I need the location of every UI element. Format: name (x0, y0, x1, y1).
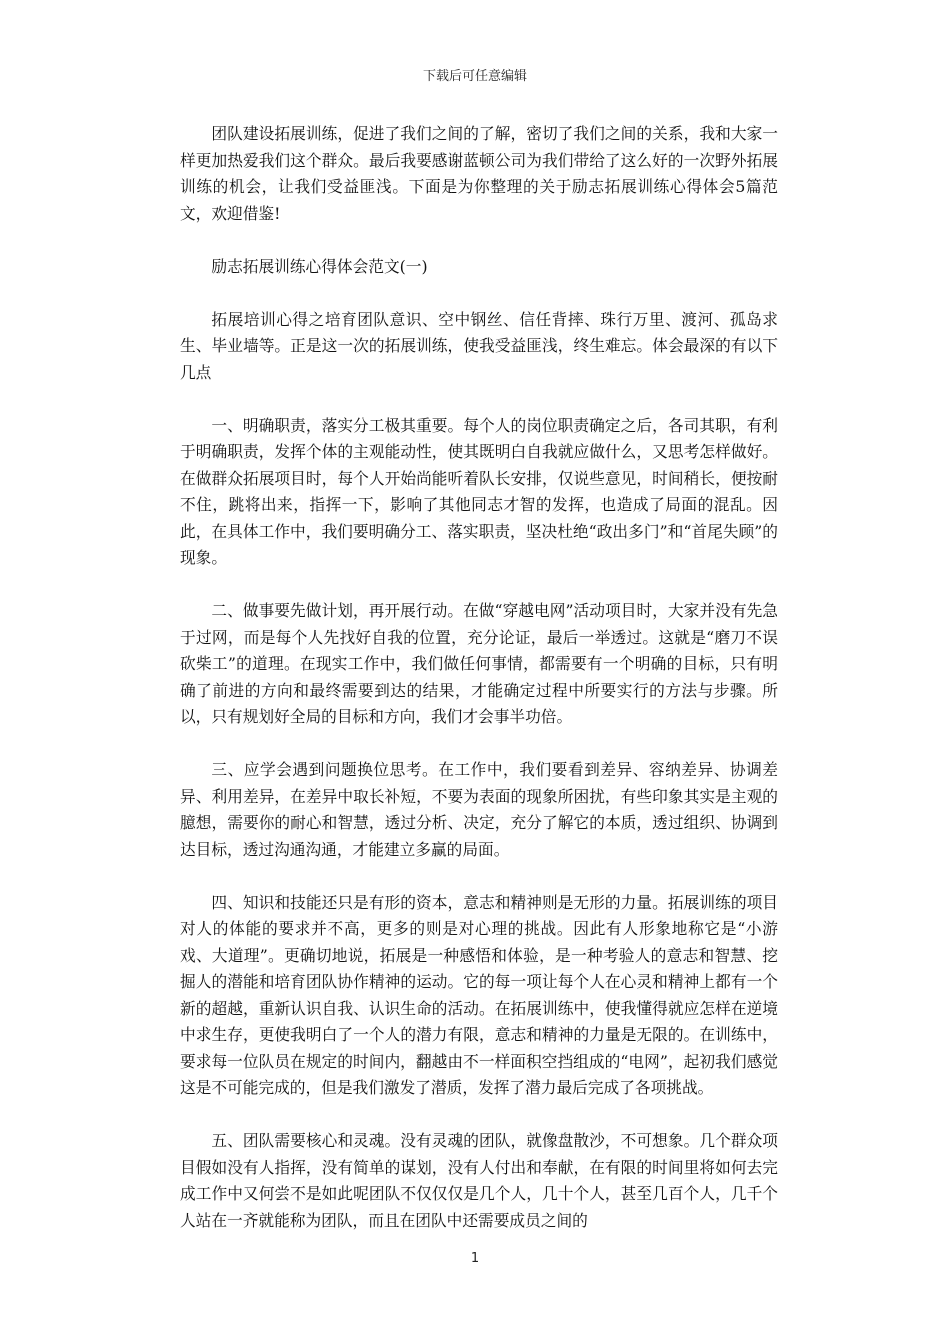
page-number: 1 (470, 1251, 480, 1266)
document-body (180, 121, 778, 1261)
header-note: 下载后可任意编辑 (422, 69, 527, 84)
point-five-paragraph: 五、团队需要核心和灵魂。没有灵魂的团队，就像盘散沙，不可想象。几个群众项目假如没有人指挥，没有简单的谋划，没有人付出和奉献，在有限的时间里将如何去完成工作中又何尝不是如此呢团队不仅仅仅是几个人，几十个人，甚至几百个人，几千个人站在一齐就能称为团队，而且在团队中还需要成员之间的 (180, 1131, 778, 1230)
point-three-paragraph: 三、应学会遇到问题换位思考。在工作中，我们要看到差异、容纳差异、协调差异、利用差异，在差异中取长补短，不要为表面的现象所困扰，有些印象其实是主观的臆想，需要你的耐心和智慧，透过分析、决定，充分了解它的本质，透过组织、协调到达目标，透过沟通沟通，才能建立多赢的局面。 (180, 760, 778, 859)
point-four-paragraph: 四、知识和技能还只是有形的资本，意志和精神则是无形的力量。拓展训练的项目对人的体能的要求并不高，更多的则是对心理的挑战。因此有人形象地称它是“小游戏、大道理”。更确切地说，拓展是一种感悟和体验，是一种考验人的意志和智慧、挖掘人的潜能和培育团队协作精神的运动。它的每一项让每个人在心灵和精神上都有一个新的超越，重新认识自我、认识生命的活动。在拓展训练中，使我懂得就应怎样在逆境中求生存，更使我明白了一个人的潜力有限，意志和精神的力量是无限的。在训练中，要求每一位队员在规定的时间内，翻越由不一样面积空挡组成的“电网”，起初我们感觉这是不可能完成的，但是我们激发了潜质，发挥了潜力最后完成了各项挑战。 (180, 892, 778, 1097)
section-title: 励志拓展训练心得体会范文(一) (211, 256, 428, 276)
body-paragraph: 拓展培训心得之培育团队意识、空中钢丝、信任背摔、珠行万里、渡河、孤岛求生、毕业墙等。正是这一次的拓展训练，使我受益匪浅，终生难忘。体会最深的有以下几点 (180, 309, 778, 382)
intro-paragraph: 团队建设拓展训练，促进了我们之间的了解，密切了我们之间的关系，我和大家一样更加热爱我们这个群众。最后我要感谢蓝顿公司为我们带给了这么好的一次野外拓展训练的机会，让我们受益匪浅。下面是为你整理的关于励志拓展训练心得体会5篇范文，欢迎借鉴! (180, 124, 778, 223)
point-two-paragraph: 二、做事要先做计划，再开展行动。在做“穿越电网”活动项目时，大家并没有先急于过网，而是每个人先找好自我的位置，充分论证，最后一举透过。这就是“磨刀不误砍柴工”的道理。在现实工作中，我们做任何事情，都需要有一个明确的目标，只有明确了前进的方向和最终需要到达的结果，才能确定过程中所要实行的方法与步骤。所以，只有规划好全局的目标和方向，我们才会事半功倍。 (180, 601, 778, 726)
point-one-paragraph: 一、明确职责，落实分工极其重要。每个人的岗位职责确定之后，各司其职，有利于明确职责，发挥个体的主观能动性，使其既明白自我就应做什么，又思考怎样做好。在做群众拓展项目时，每个人开始尚能听着队长安排，仅说些意见，时间稍长，便按耐不住，跳将出来，指挥一下，影响了其他同志才智的发挥，也造成了局面的混乱。因此，在具体工作中，我们要明确分工、落实职责，坚决杜绝“政出多门”和“首尾失顾”的现象。 (180, 415, 778, 567)
